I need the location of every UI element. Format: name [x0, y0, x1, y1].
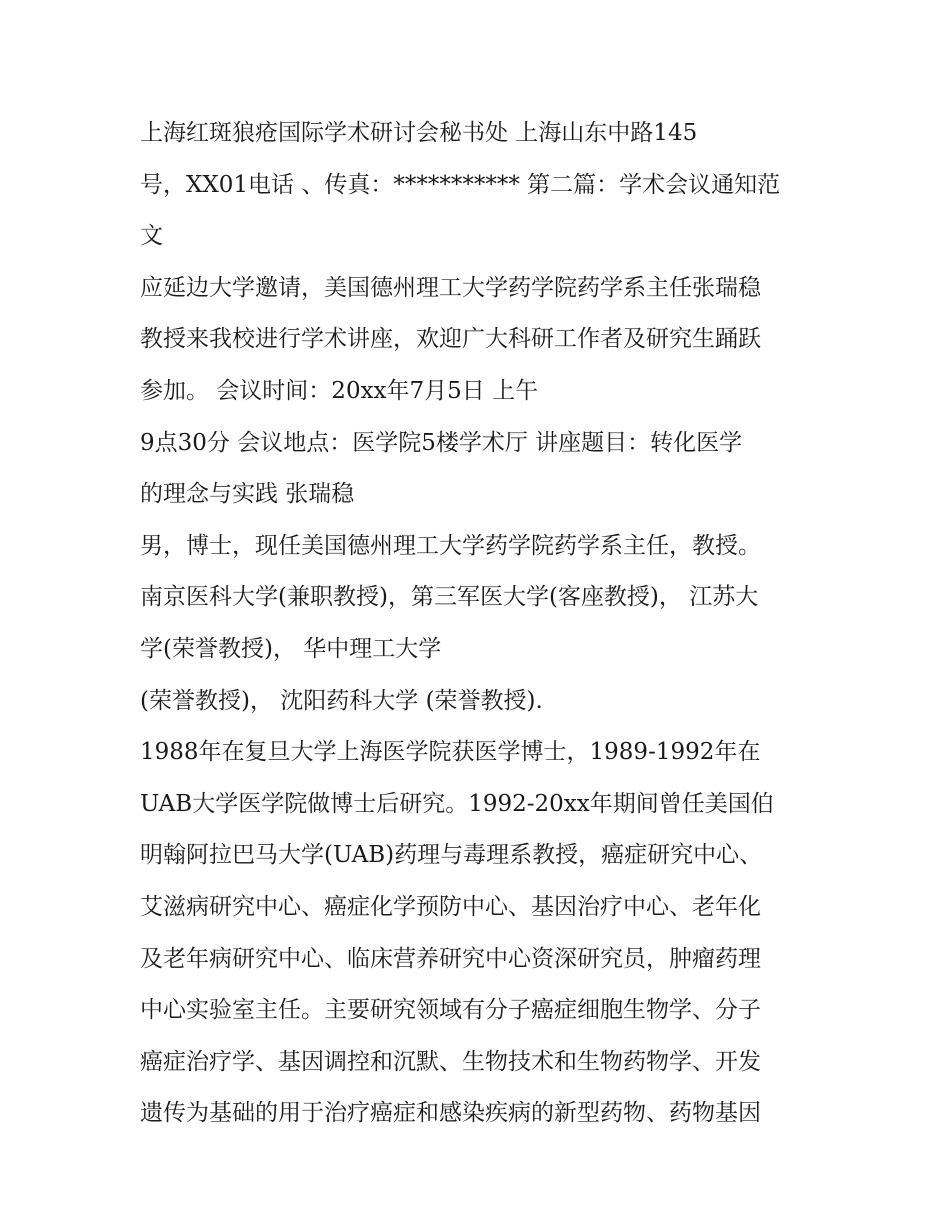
text-line: 艾滋病研究中心、癌症化学预防中心、基因治疗中心、老年化: [140, 893, 761, 920]
text-line: UAB大学医学院做博士后研究。1992-20xx年期间曾任美国伯: [140, 790, 774, 817]
text-line: 明翰阿拉巴马大学(UAB)药理与毒理系教授，癌症研究中心、: [140, 842, 763, 869]
text-line: 教授来我校进行学术讲座，欢迎广大科研工作者及研究生踊跃: [140, 326, 761, 353]
text-line: 1988年在复旦大学上海医学院获医学博士，1989-1992年在: [140, 739, 761, 766]
text-line: 文: [140, 223, 163, 250]
text-line: 号，XX01电话 、传真：*********** 第二篇：学术会议通知范: [140, 171, 781, 198]
text-line: (荣誉教授)， 沈阳药科大学 (荣誉教授).: [140, 687, 543, 714]
text-line: 学(荣誉教授)， 华中理工大学: [140, 635, 442, 662]
text-line: 的理念与实践 张瑞稳: [140, 481, 355, 508]
text-line: 及老年病研究中心、临床营养研究中心资深研究员，肿瘤药理: [140, 945, 761, 972]
text-line: 男，博士，现任美国德州理工大学药学院药学系主任，教授。: [140, 532, 761, 559]
text-line: 癌症治疗学、基因调控和沉默、生物技术和生物药物学、开发: [140, 1048, 761, 1075]
text-line: 南京医科大学(兼职教授)，第三军医大学(客座教授)， 江苏大: [140, 584, 759, 611]
text-line: 应延边大学邀请，美国德州理工大学药学院药学系主任张瑞稳: [140, 274, 761, 301]
text-line: 遗传为基础的用于治疗癌症和感染疾病的新型药物、药物基因: [140, 1100, 761, 1127]
text-line: 9点30分 会议地点：医学院5楼学术厅 讲座题目：转化医学: [140, 429, 743, 456]
text-line: 上海红斑狼疮国际学术研讨会秘书处 上海山东中路145: [140, 120, 698, 146]
text-line: 中心实验室主任。主要研究领域有分子癌症细胞生物学、分子: [140, 997, 761, 1024]
text-line: 参加。 会议时间：20xx年7月5日 上午: [140, 377, 539, 404]
document-body: [140, 108, 830, 1140]
